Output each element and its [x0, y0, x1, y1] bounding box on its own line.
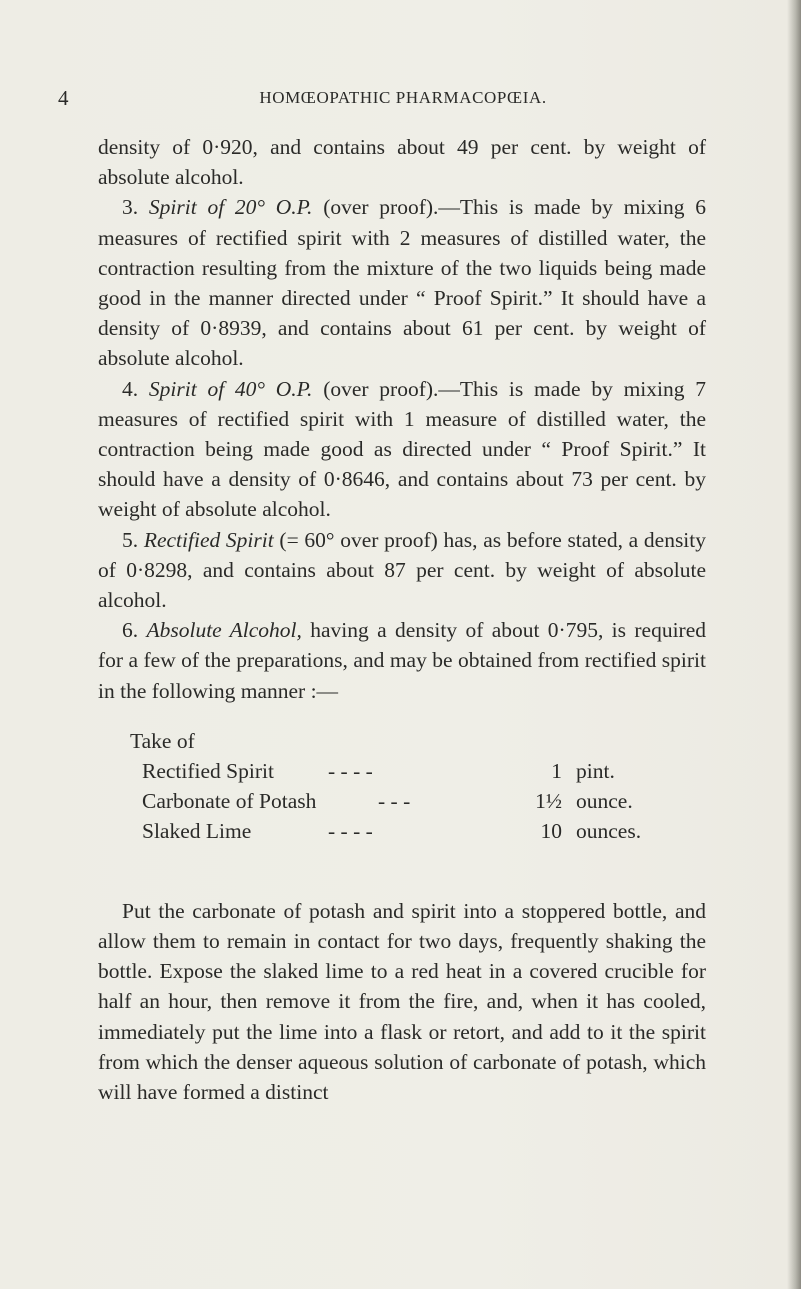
item-title: Spirit of 20° O.P.	[148, 195, 313, 220]
recipe-ingredient: Carbonate of Potash	[142, 788, 317, 813]
item-number: 4.	[122, 376, 139, 401]
recipe-quantity: 1½	[535, 788, 562, 813]
item-text: (over proof).—This is made by mixing 7 measures of rectified spirit with 1 measure of distilled water, the contraction being made good as directed under “ Proof Spirit.” It should have a density of 0·8646, and contains about 73 per cent. by weight of absolute alcohol.	[98, 376, 707, 522]
recipe-ingredient: Slaked Lime	[142, 818, 252, 843]
recipe-quantity: 10	[540, 818, 562, 843]
item-title: Absolute Alcohol,	[146, 618, 302, 643]
paragraph-continued: density of 0·920, and contains about 49 per cent. by weight of absolute alcohol.	[98, 135, 706, 190]
recipe-ingredient: Rectified Spirit	[142, 758, 274, 783]
recipe-leader: - - - -	[328, 818, 373, 843]
item-text: having a density of about 0·795, is required for a few of the preparations, and may be obtained from rectified spirit in the following manner :—	[98, 618, 706, 703]
paragraph-procedure: Put the carbonate of potash and spirit into a stoppered bottle, and allow them to remain in contact for two days, frequently shaking the bottle. Expose the slaked lime to a red heat in a covered crucible for half an hour, then remove it from the fire, and, when it has cooled, immediately put the lime into a flask or retort, and add to it the spirit from which the denser aqueous solution of carbonate of potash, which will have formed a distinct	[98, 898, 706, 1105]
recipe-leader: - - - -	[328, 758, 373, 783]
recipe-block	[98, 726, 706, 878]
paragraph-spirit-20-op	[98, 192, 706, 373]
body-text	[98, 132, 706, 1107]
paragraph-rectified-spirit	[98, 525, 706, 616]
recipe-quantity: 1	[551, 758, 562, 783]
item-number: 5.	[122, 527, 139, 552]
paragraph-spirit-40-op	[98, 374, 706, 525]
running-title: HOMŒOPATHIC PHARMACOPŒIA.	[259, 88, 547, 107]
recipe-unit: ounce.	[576, 788, 633, 813]
paragraph-absolute-alcohol	[98, 615, 706, 706]
recipe-row	[142, 816, 702, 846]
item-text: (over proof).—This is made by mixing 6 measures of rectified spirit with 2 measures of distilled water, the contraction resulting from the mixture of the two liquids being made good in the manner directed under “ Proof Spirit.” It should have a density of 0·8939, and contains about 61 per cent. by weight of absolute alcohol.	[98, 195, 707, 371]
item-title: Rectified Spirit	[143, 527, 274, 552]
recipe-unit: pint.	[576, 758, 615, 783]
recipe-intro: Take of	[130, 728, 195, 753]
item-text: (= 60° over proof) has, as before stated, a density of 0·8298, and contains about 87 per cent. by weight of absolute alcohol.	[98, 527, 707, 613]
item-title: Spirit of 40° O.P.	[148, 376, 313, 401]
recipe-row	[142, 756, 702, 786]
recipe-row	[142, 786, 702, 816]
recipe-unit: ounces.	[576, 818, 642, 843]
item-number: 6.	[122, 618, 139, 643]
page-edge-shadow	[787, 0, 801, 1289]
item-number: 3.	[122, 195, 139, 220]
recipe-leader: - - -	[378, 788, 411, 813]
page-number: 4	[58, 86, 69, 110]
running-head	[58, 86, 718, 116]
